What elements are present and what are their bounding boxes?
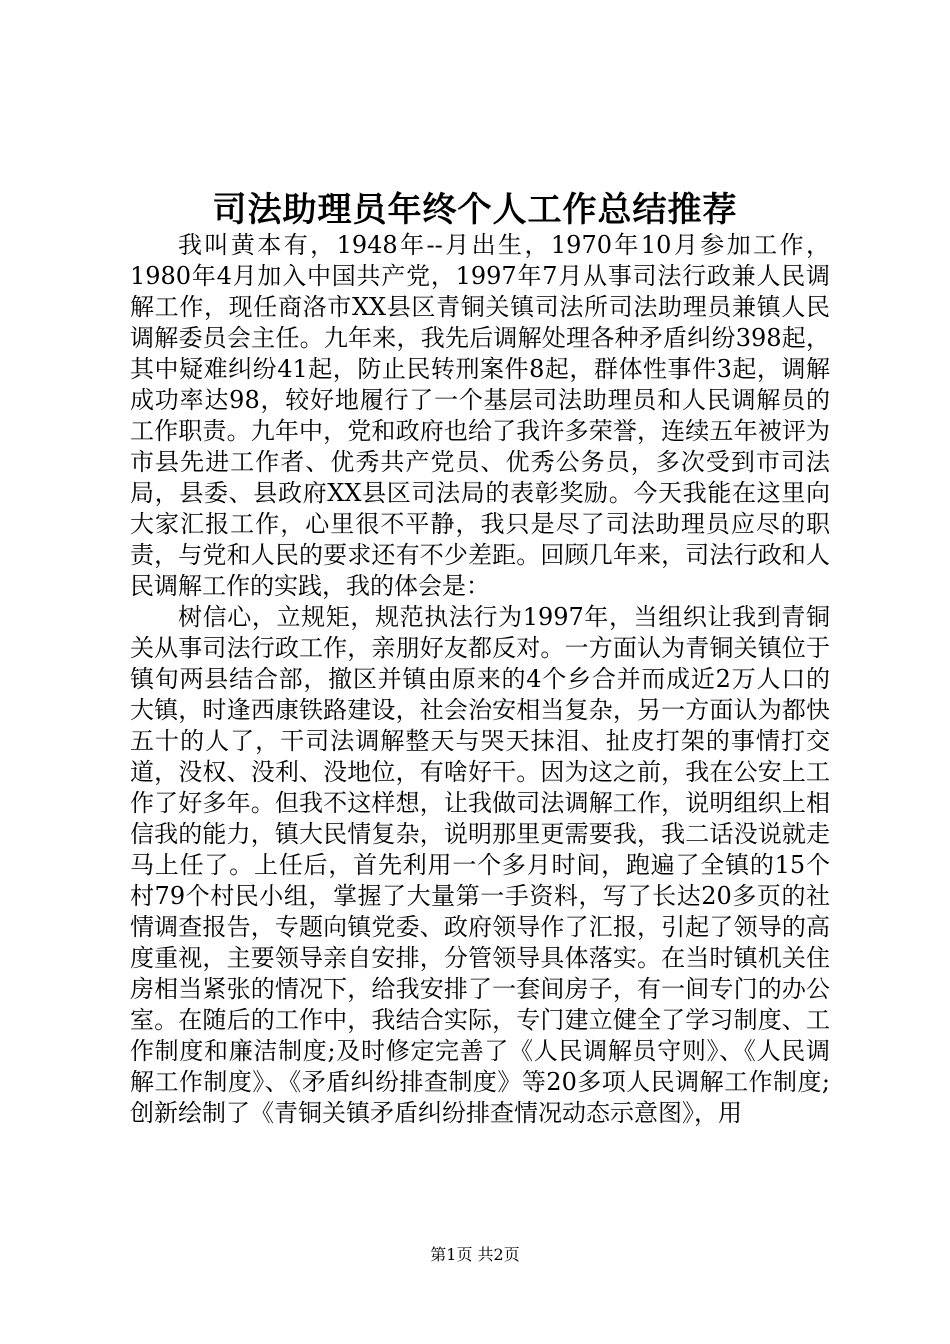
page-number-footer: 第1页 共2页 <box>430 1245 520 1264</box>
document-title: 司法助理员年终个人工作总结推荐 <box>212 190 738 230</box>
document-body <box>130 230 830 1129</box>
body-paragraph-intro: 我叫黄本有，1948年--月出生，1970年10月参加工作，1980年4月加入中国共产党，1997年7月从事司法行政兼人民调解工作，现任商洛市XX县区青铜关镇司法所司法助理员兼镇人民调解委员会主任。九年来，我先后调解处理各种矛盾纠纷398起，其中疑难纠纷41起，防止民转刑案件8起，群体性事件3起，调解成功率达98，较好地履行了一个基层司法助理员和人民调解员的工作职责。九年中，党和政府也给了我许多荣誉，连续五年被评为市县先进工作者、优秀共产党员、优秀公务员，多次受到市司法局，县委、县政府XX县区司法局的表彰奖励。今天我能在这里向大家汇报工作，心里很不平静，我只是尽了司法助理员应尽的职责，与党和人民的要求还有不少差距。回顾几年来，司法行政和人民调解工作的实践，我的体会是： <box>130 231 830 600</box>
body-paragraph-experience: 树信心，立规矩，规范执法行为1997年，当组织让我到青铜关从事司法行政工作，亲朋好友都反对。一方面认为青铜关镇位于镇旬两县结合部，撤区并镇由原来的4个乡合并而成近2万人口的大镇，时逢西康铁路建设，社会治安相当复杂，另一方面认为都快五十的人了，干司法调解整天与哭天抹泪、扯皮打架的事情打交道，没权、没利、没地位，有啥好干。因为这之前，我在公安上工作了好多年。但我不这样想，让我做司法调解工作，说明组织上相信我的能力，镇大民情复杂，说明那里更需要我，我二话没说就走马上任了。上任后，首先利用一个多月时间，跑遍了全镇的15个村79个村民小组，掌握了大量第一手资料，写了长达20多页的社情调查报告，专题向镇党委、政府领导作了汇报，引起了领导的高度重视，主要领导亲自安排，分管领导具体落实。在当时镇机关住房相当紧张的情况下，给我安排了一套间房子，有一间专门的办公室。在随后的工作中，我结合实际，专门建立健全了学习制度、工作制度和廉洁制度;及时修定完善了《人民调解员守则》、《人民调解工作制度》、《矛盾纠纷排查制度》等20多项人民调解工作制度;创新绘制了《青铜关镇矛盾纠纷排查情况动态示意图》，用 <box>130 603 830 1127</box>
